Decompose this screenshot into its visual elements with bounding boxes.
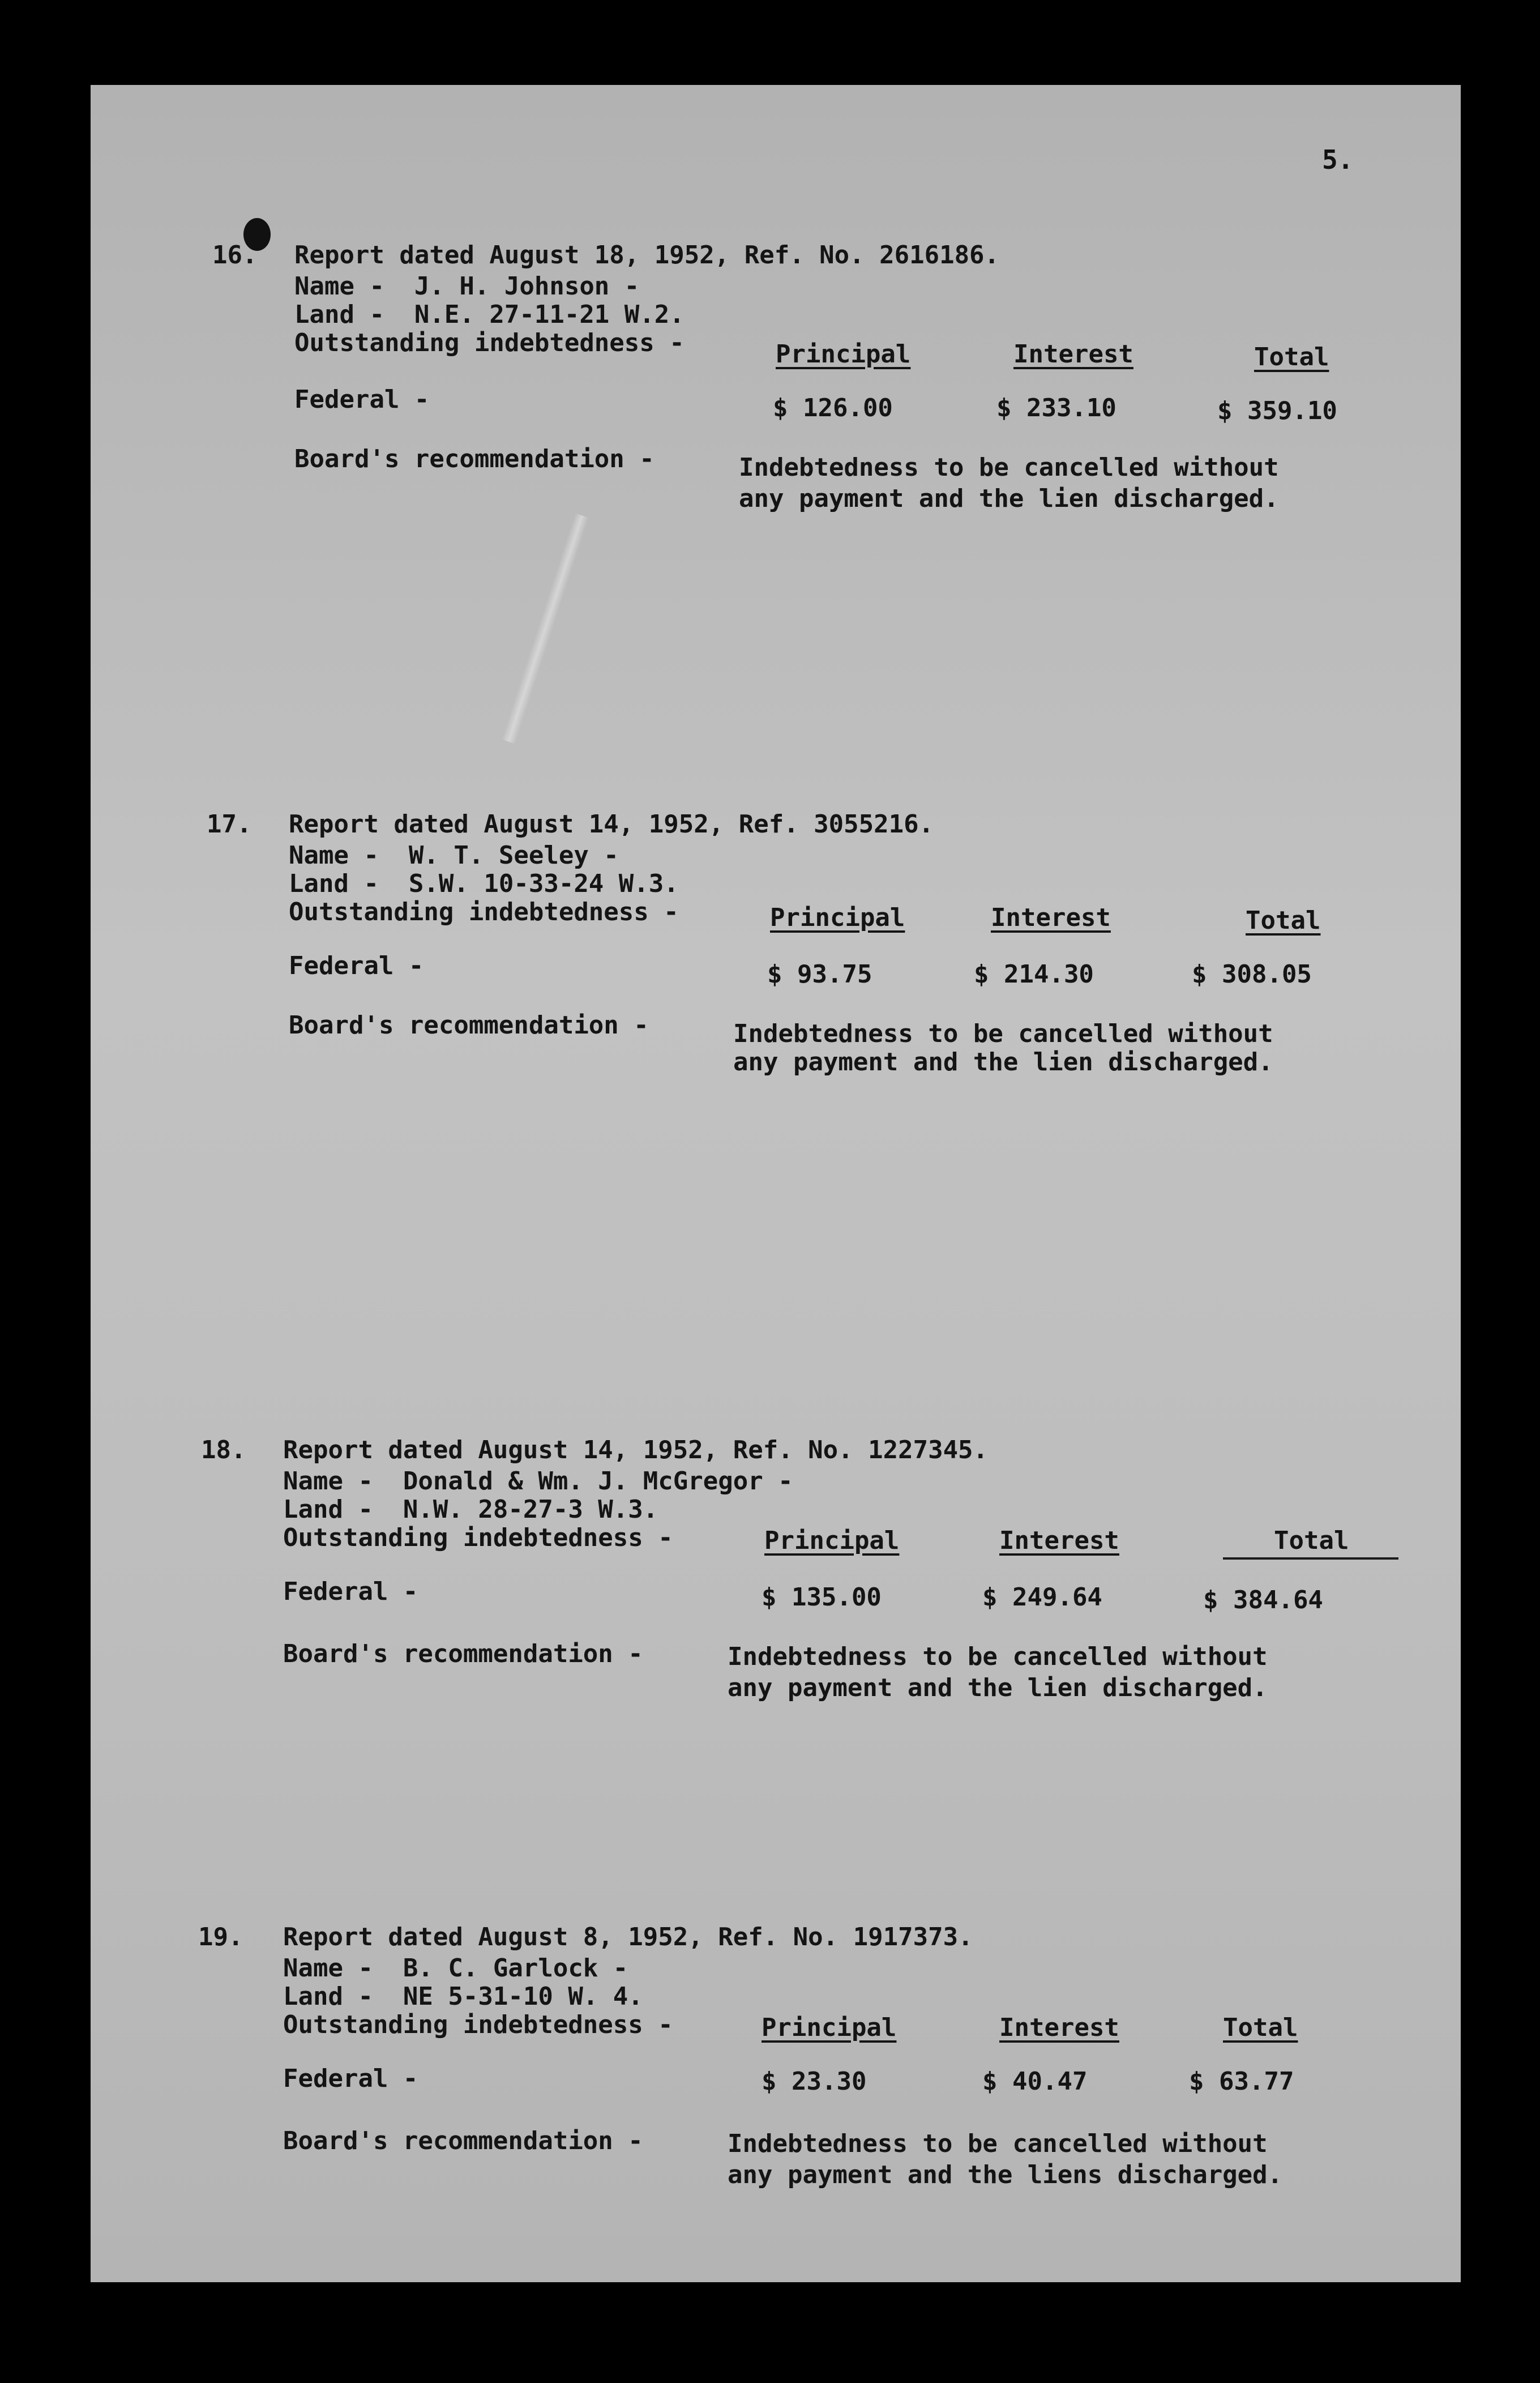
- recommendation-line-1: Indebtedness to be cancelled without: [733, 1019, 1273, 1048]
- federal-label: Federal -: [283, 2064, 418, 2093]
- interest-header: Interest: [999, 2013, 1119, 2042]
- recommendation-line-1: Indebtedness to be cancelled without: [728, 2129, 1268, 2158]
- outstanding-label: Outstanding indebtedness -: [294, 328, 685, 357]
- recommendation-line-2: any payment and the liens discharged.: [728, 2160, 1283, 2189]
- interest-header: Interest: [1013, 340, 1133, 369]
- total-value: $ 359.10: [1217, 396, 1337, 425]
- principal-header: Principal: [764, 1526, 900, 1555]
- name-line: Name - B. C. Garlock -: [283, 1954, 628, 1983]
- federal-label: Federal -: [294, 385, 430, 414]
- entry-number: 19.: [198, 1923, 243, 1951]
- land-line: Land - NE 5-31-10 W. 4.: [283, 1982, 643, 2011]
- outstanding-label: Outstanding indebtedness -: [283, 2010, 673, 2039]
- interest-value: $ 40.47: [982, 2067, 1088, 2096]
- entry-number: 16.: [212, 241, 258, 270]
- recommendation-line-2: any payment and the lien discharged.: [739, 484, 1279, 513]
- interest-value: $ 233.10: [996, 394, 1116, 422]
- land-line: Land - N.E. 27-11-21 W.2.: [294, 300, 685, 329]
- principal-header: Principal: [770, 903, 905, 932]
- principal-value: $ 126.00: [773, 394, 893, 422]
- total-value: $ 384.64: [1203, 1586, 1323, 1615]
- recommendation-line-2: any payment and the lien discharged.: [728, 1673, 1268, 1702]
- report-line: Report dated August 14, 1952, Ref. No. 1227345.: [283, 1436, 989, 1464]
- total-header: Total: [1246, 906, 1321, 935]
- name-line: Name - J. H. Johnson -: [294, 272, 640, 301]
- total-header: Total: [1254, 343, 1329, 371]
- outstanding-label: Outstanding indebtedness -: [283, 1523, 673, 1552]
- board-label: Board's recommendation -: [283, 2126, 643, 2155]
- total-header: Total: [1274, 1526, 1349, 1555]
- name-line: Name - Donald & Wm. J. McGregor -: [283, 1467, 793, 1496]
- principal-header: Principal: [776, 340, 911, 369]
- page-number: 5.: [1322, 144, 1354, 175]
- name-line: Name - W. T. Seeley -: [289, 841, 619, 870]
- outstanding-label: Outstanding indebtedness -: [289, 898, 679, 926]
- total-header: Total: [1223, 2013, 1298, 2042]
- board-label: Board's recommendation -: [289, 1011, 649, 1040]
- interest-value: $ 214.30: [974, 960, 1094, 989]
- federal-label: Federal -: [289, 951, 424, 980]
- board-label: Board's recommendation -: [283, 1639, 643, 1668]
- total-underline: [1223, 1557, 1398, 1560]
- report-line: Report dated August 8, 1952, Ref. No. 1917373.: [283, 1923, 973, 1951]
- report-line: Report dated August 14, 1952, Ref. 3055216.: [289, 810, 934, 839]
- land-line: Land - N.W. 28-27-3 W.3.: [283, 1495, 658, 1524]
- report-line: Report dated August 18, 1952, Ref. No. 2616186.: [294, 241, 1000, 270]
- recommendation-line-2: any payment and the lien discharged.: [733, 1048, 1273, 1077]
- total-value: $ 63.77: [1189, 2067, 1294, 2096]
- principal-value: $ 93.75: [767, 960, 872, 989]
- entry-number: 18.: [201, 1436, 246, 1464]
- interest-header: Interest: [999, 1526, 1119, 1555]
- total-value: $ 308.05: [1192, 960, 1312, 989]
- board-label: Board's recommendation -: [294, 445, 654, 473]
- land-line: Land - S.W. 10-33-24 W.3.: [289, 869, 679, 898]
- recommendation-line-1: Indebtedness to be cancelled without: [728, 1642, 1268, 1671]
- principal-header: Principal: [762, 2013, 897, 2042]
- entry-number: 17.: [207, 810, 252, 839]
- principal-value: $ 135.00: [762, 1583, 882, 1612]
- interest-header: Interest: [991, 903, 1111, 932]
- federal-label: Federal -: [283, 1577, 418, 1606]
- principal-value: $ 23.30: [762, 2067, 867, 2096]
- interest-value: $ 249.64: [982, 1583, 1102, 1612]
- recommendation-line-1: Indebtedness to be cancelled without: [739, 453, 1279, 482]
